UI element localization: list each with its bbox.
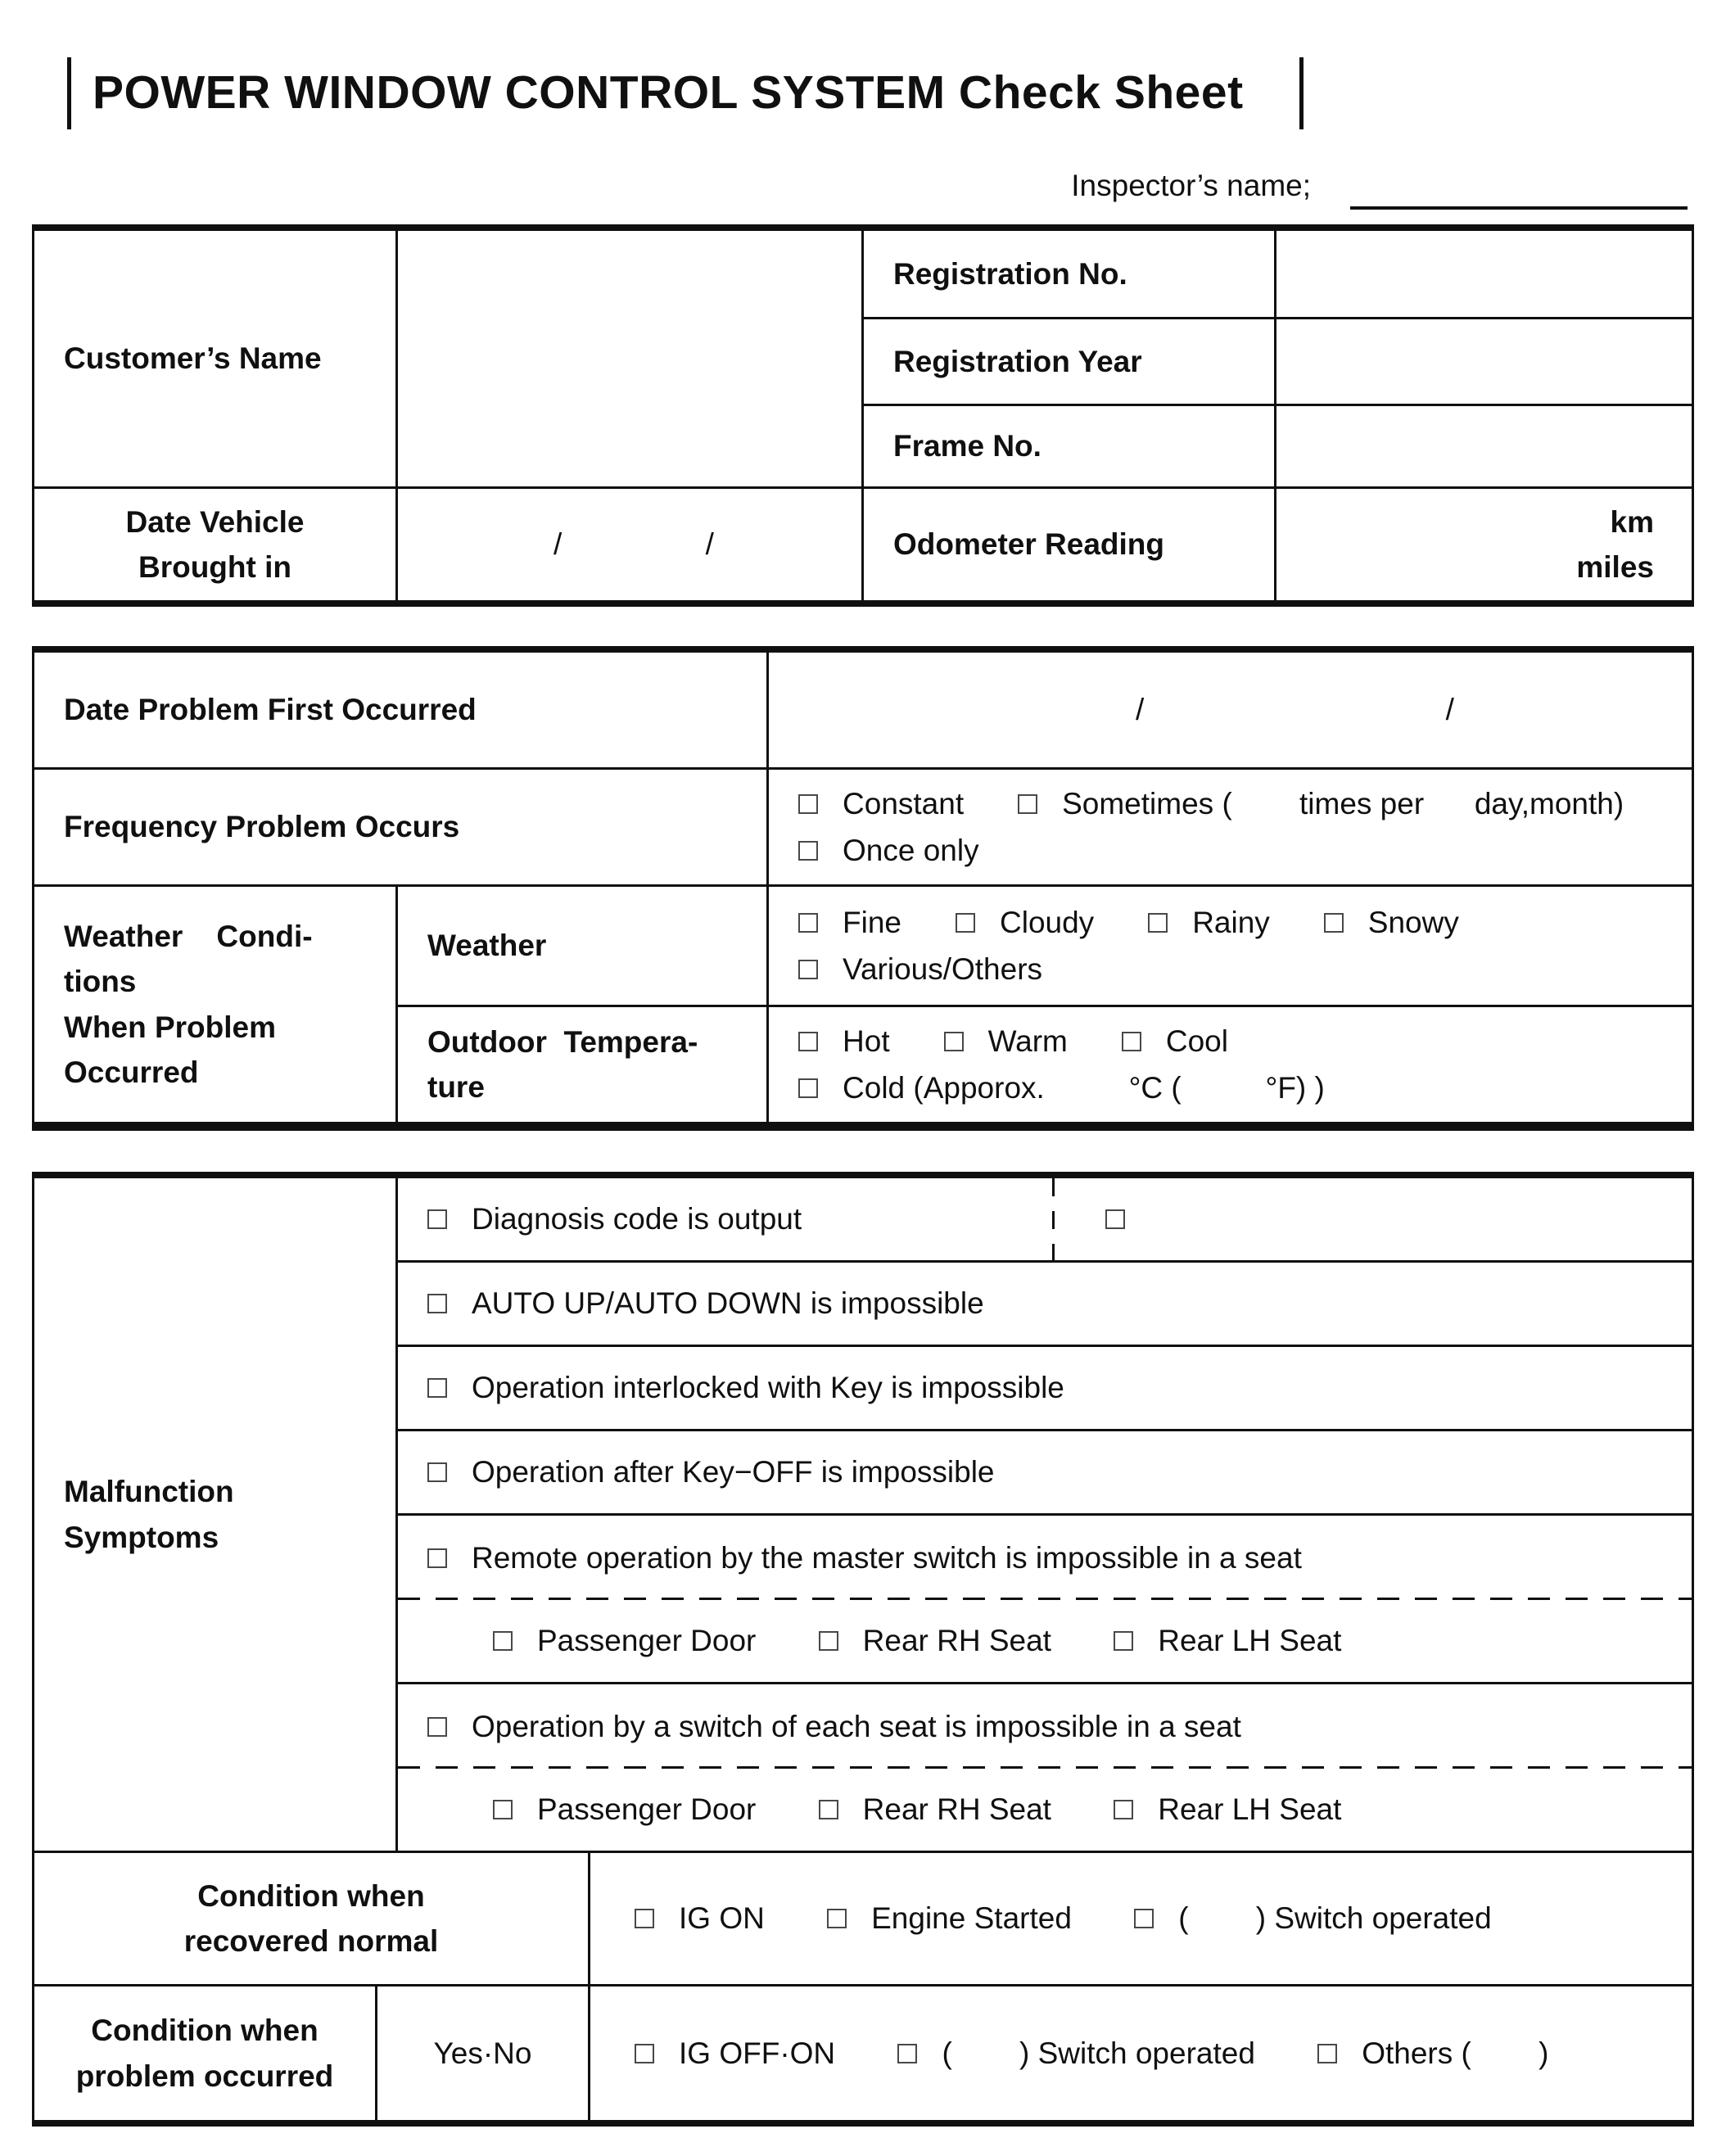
cool-label: Cool [1165, 1024, 1228, 1058]
ig-off-on-label: IG OFF·ON [679, 2036, 836, 2070]
page-title-text: POWER WINDOW CONTROL SYSTEM Check Sheet [93, 66, 1244, 119]
key-interlock-label: Operation interlocked with Key is impossible [472, 1371, 1064, 1405]
each-passenger-door-option [493, 1787, 756, 1833]
diagnosis-code-row [398, 1178, 1692, 1263]
remote-rear-rh-option [819, 1618, 1051, 1664]
key-off-checkbox[interactable] [427, 1462, 447, 1482]
malfunction-symptoms-label [34, 1178, 398, 1853]
remote-passenger-door-option [493, 1618, 756, 1664]
date-slash: / [1136, 693, 1145, 727]
date-brought-label-line1: Date Vehicle [125, 504, 305, 539]
cold-option [798, 1065, 1325, 1111]
each-passenger-door-label: Passenger Door [537, 1792, 757, 1827]
inspector-name-field[interactable] [1350, 175, 1688, 210]
condition-problem-line1: Condition when [91, 2014, 319, 2047]
snowy-checkbox[interactable] [1324, 913, 1344, 933]
key-off-label: Operation after Key−OFF is impossible [472, 1455, 995, 1489]
customer-name-field[interactable] [398, 231, 864, 489]
weather-options [769, 887, 1692, 1007]
each-seat-label: Operation by a switch of each seat is impossible in a seat [472, 1709, 1241, 1743]
rainy-checkbox[interactable] [1148, 913, 1168, 933]
temperature-options [769, 1007, 1692, 1124]
cool-option [1122, 1019, 1228, 1064]
frequency-options-line2 [798, 827, 1687, 874]
odometer-field[interactable] [1276, 489, 1692, 600]
ig-on-checkbox[interactable] [635, 1909, 654, 1928]
remote-passenger-door-checkbox[interactable] [493, 1631, 513, 1651]
sometimes-option [1018, 781, 1624, 827]
remote-seats-row [398, 1600, 1692, 1684]
others-checkbox[interactable] [1317, 2044, 1337, 2063]
remote-rear-lh-label: Rear LH Seat [1158, 1624, 1342, 1658]
snowy-label: Snowy [1367, 905, 1459, 939]
ig-off-on-option [635, 2031, 835, 2077]
weather-conditions-line2: tions [64, 965, 137, 998]
vehicle-info-table [32, 224, 1694, 607]
auto-updown-row [398, 1263, 1692, 1347]
date-problem-label: Date Problem First Occurred [34, 653, 769, 770]
problem-switch-operated-option [897, 2031, 1254, 2077]
warm-checkbox[interactable] [944, 1032, 964, 1051]
remote-master-checkbox[interactable] [427, 1548, 447, 1568]
malfunction-symptoms-line2: Symptoms [64, 1520, 219, 1554]
weather-conditions-line4: Occurred [64, 1055, 199, 1089]
condition-problem-line2: problem occurred [75, 2059, 334, 2093]
remote-rear-lh-checkbox[interactable] [1114, 1631, 1133, 1651]
frame-no-field[interactable] [1276, 406, 1692, 489]
engine-started-checkbox[interactable] [827, 1909, 847, 1928]
diagnosis-code-label: Diagnosis code is output [472, 1202, 802, 1236]
remote-rear-lh-option [1114, 1618, 1341, 1664]
cold-checkbox[interactable] [798, 1078, 818, 1098]
weather-conditions-section-label [34, 887, 398, 1124]
condition-recovered-options [590, 1853, 1692, 1987]
once-only-option [798, 828, 979, 874]
diagnosis-code-option [427, 1196, 998, 1242]
problem-switch-operated-checkbox[interactable] [897, 2044, 917, 2063]
each-rear-lh-label: Rear LH Seat [1158, 1792, 1342, 1827]
condition-recovered-line2: recovered normal [183, 1924, 439, 1958]
inspector-name-label: Inspector’s name; [1071, 169, 1311, 202]
page-title [67, 57, 1304, 129]
each-seat-row [398, 1684, 1692, 1769]
cold-label: Cold (Apporox. °C ( °F) ) [843, 1070, 1325, 1105]
each-rear-rh-option [819, 1787, 1051, 1833]
sometimes-checkbox[interactable] [1018, 794, 1037, 814]
engine-started-option [827, 1896, 1072, 1941]
inspector-row [32, 167, 1694, 210]
constant-checkbox[interactable] [798, 794, 818, 814]
hot-label: Hot [843, 1024, 890, 1058]
remote-rear-rh-label: Rear RH Seat [862, 1624, 1051, 1658]
symptoms-table [32, 1172, 1694, 2127]
fine-option [798, 900, 901, 946]
snowy-option [1324, 900, 1459, 946]
odometer-label: Odometer Reading [864, 489, 1276, 600]
yes-no-cell[interactable]: Yes·No [377, 1987, 590, 2120]
each-seat-seats-row [398, 1769, 1692, 1853]
various-others-checkbox[interactable] [798, 960, 818, 979]
temperature-options-line1 [798, 1018, 1687, 1064]
each-rear-lh-checkbox[interactable] [1114, 1800, 1133, 1819]
switch-operated-label: ( ) Switch operated [1178, 1901, 1492, 1936]
key-off-option [427, 1449, 995, 1495]
diagnosis-code-content [398, 1178, 1687, 1260]
temperature-options-line2 [798, 1064, 1687, 1111]
cloudy-checkbox[interactable] [956, 913, 975, 933]
outdoor-temperature-label [398, 1007, 769, 1124]
registration-year-label: Registration Year [864, 319, 1276, 406]
switch-operated-option [1134, 1896, 1491, 1941]
once-only-checkbox[interactable] [798, 841, 818, 861]
cloudy-option [956, 900, 1094, 946]
registration-no-field[interactable] [1276, 231, 1692, 319]
diagnosis-code-checkbox[interactable] [427, 1209, 447, 1229]
warm-option [944, 1019, 1068, 1064]
others-label: Others ( ) [1362, 2036, 1549, 2070]
cloudy-label: Cloudy [1000, 905, 1095, 939]
ig-off-on-checkbox[interactable] [635, 2044, 654, 2063]
frequency-label: Frequency Problem Occurs [34, 770, 769, 887]
various-others-option [798, 947, 1042, 992]
condition-recovered-line1: Condition when [197, 1878, 425, 1913]
weather-conditions-line3: When Problem [64, 1010, 277, 1044]
each-rear-lh-option [1114, 1787, 1341, 1833]
constant-option [798, 781, 964, 827]
weather-row-label: Weather [398, 887, 769, 1007]
date-brought-label-line2: Brought in [138, 550, 291, 584]
date-brought-field[interactable] [398, 489, 864, 600]
each-rear-rh-checkbox[interactable] [819, 1800, 838, 1819]
engine-started-label: Engine Started [871, 1901, 1072, 1936]
miles-unit-label: miles [1576, 550, 1654, 584]
rainy-label: Rainy [1192, 905, 1270, 939]
key-interlock-option [427, 1365, 1064, 1411]
hot-option [798, 1019, 890, 1064]
remote-master-option [427, 1535, 1302, 1581]
frame-no-label: Frame No. [864, 406, 1276, 489]
problem-switch-operated-label: ( ) Switch operated [942, 2036, 1255, 2070]
rainy-option [1148, 900, 1270, 946]
sometimes-label: Sometimes ( times per day,month) [1062, 786, 1624, 820]
remote-passenger-door-label: Passenger Door [537, 1624, 757, 1658]
auto-updown-checkbox[interactable] [427, 1294, 447, 1313]
various-others-label: Various/Others [843, 951, 1043, 986]
each-rear-rh-label: Rear RH Seat [862, 1792, 1051, 1827]
hot-checkbox[interactable] [798, 1032, 818, 1051]
remote-master-label: Remote operation by the master switch is impossible in a seat [472, 1540, 1302, 1575]
ig-on-label: IG ON [679, 1901, 765, 1936]
dashed-divider [1052, 1178, 1055, 1260]
registration-no-label: Registration No. [864, 231, 1276, 319]
date-brought-label [34, 489, 398, 600]
registration-year-field[interactable] [1276, 319, 1692, 406]
outdoor-temperature-line1: Outdoor Tempera- [427, 1024, 698, 1059]
weather-options-line1 [798, 899, 1687, 946]
each-seat-option [427, 1704, 1241, 1750]
each-passenger-door-checkbox[interactable] [493, 1800, 513, 1819]
constant-label: Constant [843, 786, 965, 820]
outdoor-temperature-line2: ture [427, 1070, 485, 1104]
each-seat-checkbox[interactable] [427, 1717, 447, 1737]
weather-options-line2 [798, 946, 1687, 992]
date-slash: / [553, 527, 563, 562]
date-problem-field[interactable] [769, 653, 1692, 770]
warm-label: Warm [987, 1024, 1068, 1058]
diagnosis-aux-checkbox[interactable] [1105, 1209, 1125, 1229]
switch-operated-checkbox[interactable] [1134, 1909, 1154, 1928]
once-only-label: Once only [843, 833, 979, 867]
date-slash: / [705, 527, 714, 562]
date-slash: / [1445, 693, 1454, 727]
remote-master-row [398, 1516, 1692, 1600]
condition-recovered-label [34, 1853, 590, 1987]
others-option [1317, 2031, 1548, 2077]
condition-problem-label [34, 1987, 377, 2120]
km-unit-label: km [1610, 504, 1654, 539]
condition-problem-options [590, 1987, 1692, 2120]
fine-checkbox[interactable] [798, 913, 818, 933]
frequency-options [769, 770, 1692, 887]
key-off-row [398, 1431, 1692, 1516]
frequency-options-line1 [798, 780, 1687, 827]
cool-checkbox[interactable] [1122, 1032, 1141, 1051]
auto-updown-label: AUTO UP/AUTO DOWN is impossible [472, 1286, 984, 1321]
key-interlock-row [398, 1347, 1692, 1431]
weather-conditions-line1: Weather Condi- [64, 919, 313, 953]
customer-name-label: Customer’s Name [34, 231, 398, 489]
problem-info-table [32, 646, 1694, 1131]
fine-label: Fine [843, 905, 901, 939]
malfunction-symptoms-line1: Malfunction [64, 1475, 234, 1508]
key-interlock-checkbox[interactable] [427, 1378, 447, 1398]
remote-rear-rh-checkbox[interactable] [819, 1631, 838, 1651]
ig-on-option [635, 1896, 765, 1941]
auto-updown-option [427, 1281, 984, 1327]
